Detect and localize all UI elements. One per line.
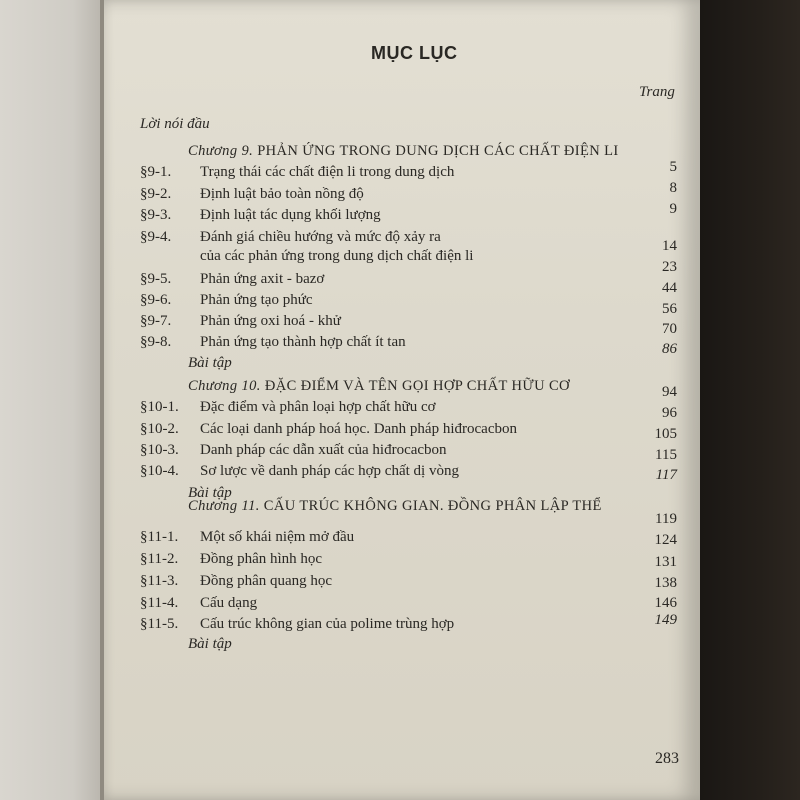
section-code: §11-4. xyxy=(140,595,179,611)
section-code: §10-2. xyxy=(140,421,179,437)
section-title: Trạng thái các chất điện li trong dung dịch xyxy=(200,164,455,180)
section-code: §11-1. xyxy=(140,529,179,545)
background-left xyxy=(0,0,104,800)
section-code: §11-3. xyxy=(140,573,179,589)
chapter-9-name: PHẢN ỨNG TRONG DUNG DỊCH CÁC CHẤT ĐIỆN LI xyxy=(257,143,619,159)
page-ref: 138 xyxy=(654,575,677,591)
section-title: Định luật bảo toàn nồng độ xyxy=(200,186,364,202)
section-code: §10-4. xyxy=(140,463,179,479)
section-code: §9-5. xyxy=(140,271,172,287)
page-ref: 23 xyxy=(662,259,677,275)
page-ref: 119 xyxy=(655,511,677,527)
book-page xyxy=(102,0,700,800)
section-title: Đặc điểm và phân loại hợp chất hữu cơ xyxy=(200,399,436,415)
page-column-label: Trang xyxy=(639,84,675,100)
section-code: §11-5. xyxy=(140,616,179,632)
section-code: §9-4. xyxy=(140,229,172,245)
page-ref: 56 xyxy=(662,301,677,317)
section-code: §9-8. xyxy=(140,334,172,350)
page-ref: 94 xyxy=(662,384,677,400)
chapter-11-heading xyxy=(188,497,602,515)
page-ref: 5 xyxy=(669,159,677,175)
section-title: Phản ứng axit - bazơ xyxy=(200,271,325,287)
page-number: 283 xyxy=(655,750,679,767)
section-code: §9-2. xyxy=(140,186,172,202)
section-code: §10-1. xyxy=(140,399,179,415)
section-title: Một số khái niệm mở đầu xyxy=(200,529,355,545)
section-title: Đồng phân hình học xyxy=(200,551,323,567)
chapter-9-heading xyxy=(188,142,619,160)
page-ref: 86 xyxy=(662,341,677,357)
section-code: §10-3. xyxy=(140,442,179,458)
background-right xyxy=(700,0,800,800)
section-code: §9-6. xyxy=(140,292,172,308)
section-title: Sơ lược về danh pháp các hợp chất dị vòng xyxy=(200,463,459,479)
section-title: Các loại danh pháp hoá học. Danh pháp hiđrocacbon xyxy=(200,421,517,437)
page-ref: 146 xyxy=(654,595,677,611)
section-title: Phản ứng tạo thành hợp chất ít tan xyxy=(200,334,406,350)
chapter-11-name: CẤU TRÚC KHÔNG GIAN. ĐỒNG PHÂN LẬP THỂ xyxy=(263,498,602,514)
section-code: §9-1. xyxy=(140,164,172,180)
page-title: MỤC LỤC xyxy=(371,43,458,63)
section-title: Cấu dạng xyxy=(200,595,258,611)
section-code: §9-3. xyxy=(140,207,172,223)
exercises-entry: Bài tập xyxy=(188,355,232,371)
section-title: Định luật tác dụng khối lượng xyxy=(200,207,381,223)
page-ref: 96 xyxy=(662,405,677,421)
section-code: §11-2. xyxy=(140,551,179,567)
section-title: Phản ứng oxi hoá - khử xyxy=(200,313,341,329)
page-ref: 8 xyxy=(669,180,677,196)
page-ref: 149 xyxy=(654,612,677,628)
page-ref: 115 xyxy=(655,447,677,463)
section-title: Cấu trúc không gian của polime trùng hợp xyxy=(200,616,455,632)
chapter-11-label: Chương 11. xyxy=(188,498,260,514)
chapter-9-label: Chương 9. xyxy=(188,143,254,159)
chapter-10-heading xyxy=(188,377,570,395)
page-ref: 131 xyxy=(654,554,677,570)
section-title-continued: của các phản ứng trong dung dịch chất điện li xyxy=(200,248,474,264)
preface-entry: Lời nói đầu xyxy=(140,116,210,132)
page-ref: 44 xyxy=(662,280,677,296)
exercises-entry: Bài tập xyxy=(188,485,232,501)
page-ref: 70 xyxy=(662,321,677,337)
page-ref: 124 xyxy=(654,532,677,548)
section-title: Đồng phân quang học xyxy=(200,573,333,589)
page-ref: 117 xyxy=(655,467,677,483)
chapter-10-name: ĐẶC ĐIỂM VÀ TÊN GỌI HỢP CHẤT HỮU CƠ xyxy=(264,378,570,394)
page-ref: 9 xyxy=(669,201,677,217)
page-ref: 105 xyxy=(654,426,677,442)
chapter-10-label: Chương 10. xyxy=(188,378,261,394)
section-title: Danh pháp các dẫn xuất của hiđrocacbon xyxy=(200,442,447,458)
section-title: Đánh giá chiều hướng và mức độ xảy ra xyxy=(200,229,441,245)
section-title: Phản ứng tạo phức xyxy=(200,292,313,308)
page-ref: 14 xyxy=(662,238,677,254)
page-edge xyxy=(100,0,104,800)
section-code: §9-7. xyxy=(140,313,172,329)
exercises-entry: Bài tập xyxy=(188,636,232,652)
